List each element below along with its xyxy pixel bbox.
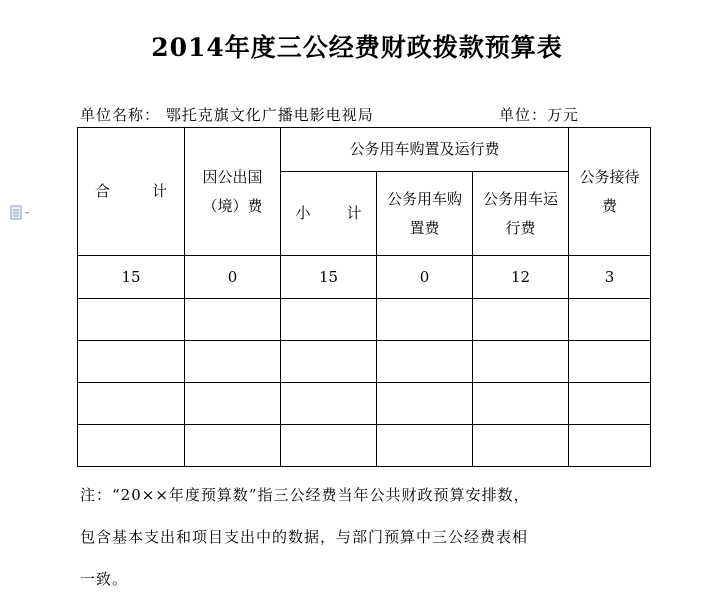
table-cell [281, 299, 377, 341]
table-cell [377, 383, 473, 425]
table-cell [377, 341, 473, 383]
header-total: 合 计 [78, 128, 185, 256]
unit-currency: 单位：万元 [499, 106, 580, 124]
table-cell [473, 383, 569, 425]
header-vehicle-purchase: 公务用车购置费 [377, 172, 473, 256]
page-title: 2014年度三公经费财政拨款预算表 [151, 33, 563, 62]
table-cell: 0 [377, 256, 473, 299]
table-cell [377, 299, 473, 341]
table-cell [78, 383, 185, 425]
table-cell [473, 341, 569, 383]
table-row [78, 341, 651, 383]
table-row [78, 299, 651, 341]
header-vehicle-operation: 公务用车运行费 [473, 172, 569, 256]
unit-name: 单位名称： 鄂托克旗文化广播电影电视局 [80, 106, 374, 124]
table-cell [569, 383, 651, 425]
table-cell [78, 341, 185, 383]
table-cell: 12 [473, 256, 569, 299]
table-cell: 15 [78, 256, 185, 299]
table-cell: 15 [281, 256, 377, 299]
footnote-line: 一致。 [80, 570, 129, 588]
table-cell: 0 [185, 256, 281, 299]
footnote-line: 注：“20××年度预算数”指三公经费当年公共财政预算安排数， [80, 486, 530, 504]
table-row [78, 425, 651, 467]
table-cell [78, 299, 185, 341]
header-subtotal: 小 计 [281, 172, 377, 256]
table-cell [569, 299, 651, 341]
table-cell [78, 425, 185, 467]
table-cell [185, 383, 281, 425]
table-cell [569, 425, 651, 467]
table-cell [281, 383, 377, 425]
table-cell [473, 425, 569, 467]
table-row [78, 383, 651, 425]
unit-info-line [80, 104, 680, 125]
header-vehicle-group: 公务用车购置及运行费 [281, 128, 569, 172]
table-cell [473, 299, 569, 341]
header-reception: 公务接待费 [569, 128, 651, 256]
table-cell [185, 299, 281, 341]
header-abroad: 因公出国（境）费 [185, 128, 281, 256]
table-cell [185, 341, 281, 383]
table-cell [281, 341, 377, 383]
table-cell [281, 425, 377, 467]
table-cell: 3 [569, 256, 651, 299]
table-row [78, 256, 651, 299]
document-icon[interactable] [10, 205, 32, 221]
table-cell [569, 341, 651, 383]
footnote [80, 474, 660, 600]
footnote-line: 包含基本支出和项目支出中的数据，与部门预算中三公经费表相 [80, 528, 529, 546]
table-cell [377, 425, 473, 467]
budget-table [77, 127, 651, 467]
table-cell [185, 425, 281, 467]
